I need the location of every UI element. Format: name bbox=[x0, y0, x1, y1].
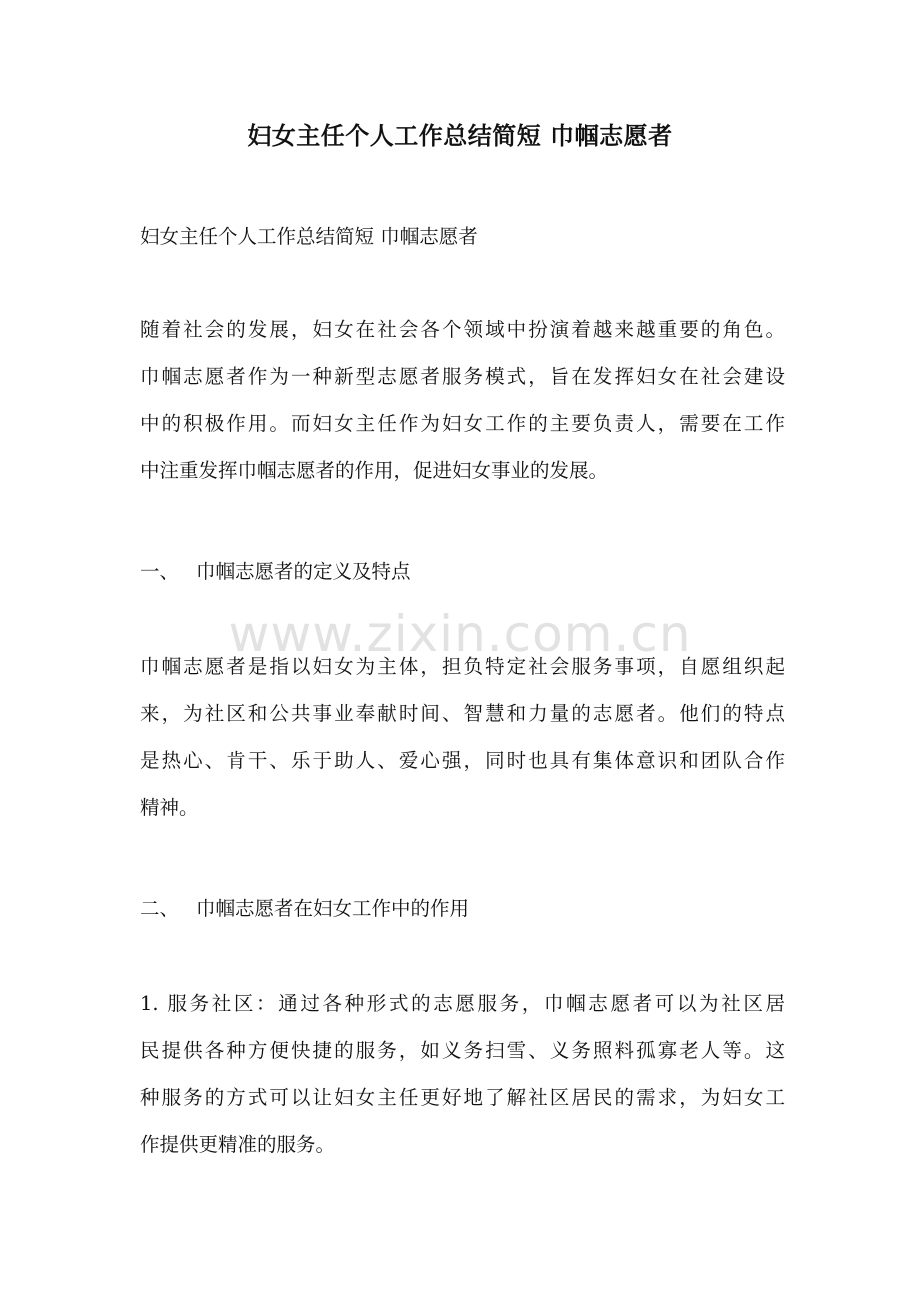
page-title: 妇女主任个人工作总结简短 巾帼志愿者 bbox=[247, 121, 673, 150]
document-subtitle bbox=[140, 213, 785, 260]
section-heading-line bbox=[140, 548, 785, 595]
paragraph-line: 中的积极作用。而妇女主任作为妇女工作的主要负责人，需要在工作 bbox=[140, 412, 785, 435]
paragraph-line: 中注重发挥巾帼志愿者的作用，促进妇女事业的发展。 bbox=[140, 459, 609, 482]
watermark: www.zixin.com.cn bbox=[228, 605, 692, 663]
section-heading-2 bbox=[140, 885, 785, 932]
paragraph-line: 种服务的方式可以让妇女主任更好地了解社区居民的需求，为妇女工 bbox=[140, 1086, 785, 1109]
paragraph-line: 巾帼志愿者作为一种新型志愿者服务模式，旨在发挥妇女在社会建设 bbox=[140, 365, 785, 388]
section-number: 一、 bbox=[140, 560, 180, 583]
paragraph-line: 随着社会的发展，妇女在社会各个领域中扮演着越来越重要的角色。 bbox=[140, 318, 785, 341]
section-heading-text: 巾帼志愿者的定义及特点 bbox=[196, 560, 411, 583]
paragraph-line: 1. 服务社区：通过各种形式的志愿服务，巾帼志愿者可以为社区居 bbox=[140, 992, 785, 1015]
section-number: 二、 bbox=[140, 897, 180, 920]
section-heading-1 bbox=[140, 548, 785, 595]
intro-paragraph bbox=[140, 306, 785, 494]
paragraph-line: 来，为社区和公共事业奉献时间、智慧和力量的志愿者。他们的特点 bbox=[140, 702, 785, 725]
subtitle-line: 妇女主任个人工作总结简短 巾帼志愿者 bbox=[140, 225, 478, 248]
section-heading-line bbox=[140, 885, 785, 932]
section2-paragraph bbox=[140, 980, 785, 1168]
section-heading-text: 巾帼志愿者在妇女工作中的作用 bbox=[196, 897, 470, 920]
paragraph-line: 民提供各种方便快捷的服务，如义务扫雪、义务照料孤寡老人等。这 bbox=[140, 1039, 785, 1062]
paragraph-line: 作提供更精准的服务。 bbox=[140, 1133, 336, 1156]
paragraph-line: 精神。 bbox=[140, 796, 199, 819]
paragraph-line: 是热心、肯干、乐于助人、爱心强，同时也具有集体意识和团队合作 bbox=[140, 749, 785, 772]
paragraph-line: 巾帼志愿者是指以妇女为主体，担负特定社会服务事项，自愿组织起 bbox=[140, 655, 785, 678]
section1-paragraph bbox=[140, 643, 785, 831]
